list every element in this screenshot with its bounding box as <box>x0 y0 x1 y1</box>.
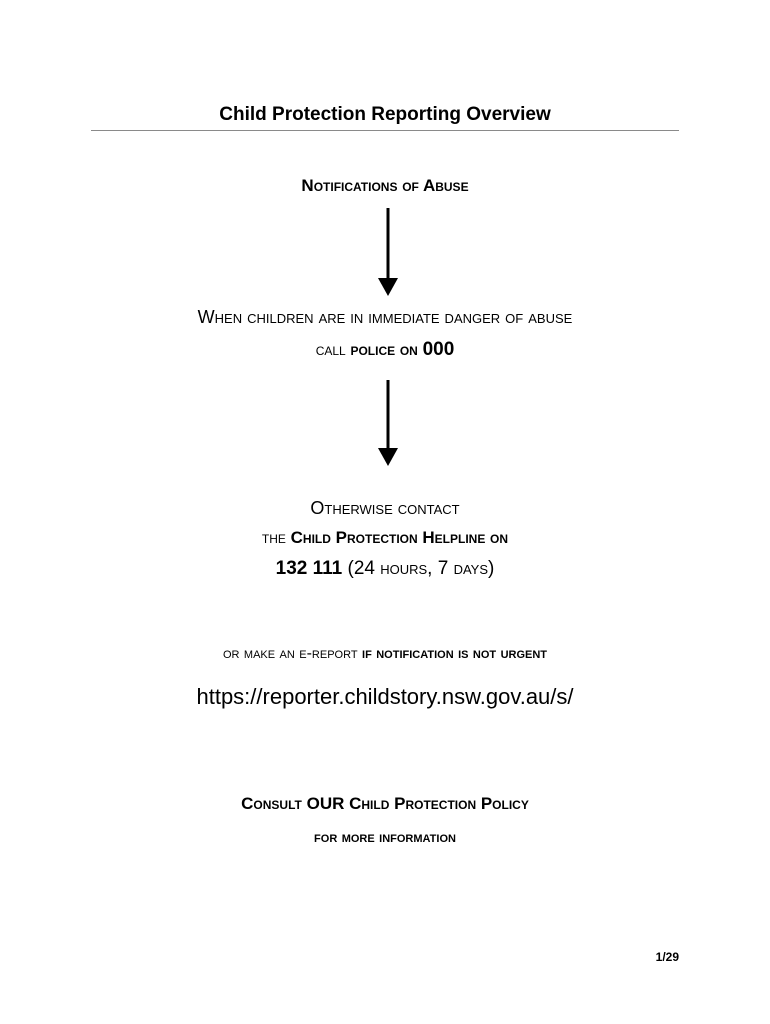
consult-line <box>0 794 770 814</box>
police-number: 000 <box>422 339 455 360</box>
danger-line: When children are in immediate danger of abuse <box>197 307 573 327</box>
more-info-line: for more information <box>314 829 456 846</box>
title-underline <box>91 130 679 131</box>
down-arrow-icon <box>377 208 399 298</box>
ereport-lead: or make an e-report <box>222 645 358 662</box>
ereport-url-link[interactable]: https://reporter.childstory.nsw.gov.au/s/ <box>196 684 574 709</box>
the-text: the <box>261 528 286 547</box>
helpline-number-line <box>0 558 770 580</box>
helpline-on-text: Child Protection Helpline on <box>290 528 509 547</box>
notifications-heading: Notifications of Abuse <box>301 176 469 195</box>
police-on-text: police on <box>350 340 418 359</box>
hours-text: (24 hours, 7 days) <box>347 558 495 579</box>
call-police-line <box>0 339 770 361</box>
page-number: 1/29 <box>655 950 679 964</box>
otherwise-line: Otherwise contact <box>310 498 460 518</box>
ereport-line <box>0 645 770 663</box>
ereport-condition: if notification is not urgent <box>362 645 548 662</box>
consult-text: Consult <box>241 794 302 813</box>
call-text: call <box>315 340 346 359</box>
helpline-line <box>0 528 770 548</box>
our-text: OUR <box>306 794 345 813</box>
helpline-number: 132 111 <box>275 558 343 579</box>
down-arrow-icon <box>377 380 399 470</box>
policy-text: Child Protection Policy <box>349 794 529 813</box>
page-title: Child Protection Reporting Overview <box>219 104 551 125</box>
